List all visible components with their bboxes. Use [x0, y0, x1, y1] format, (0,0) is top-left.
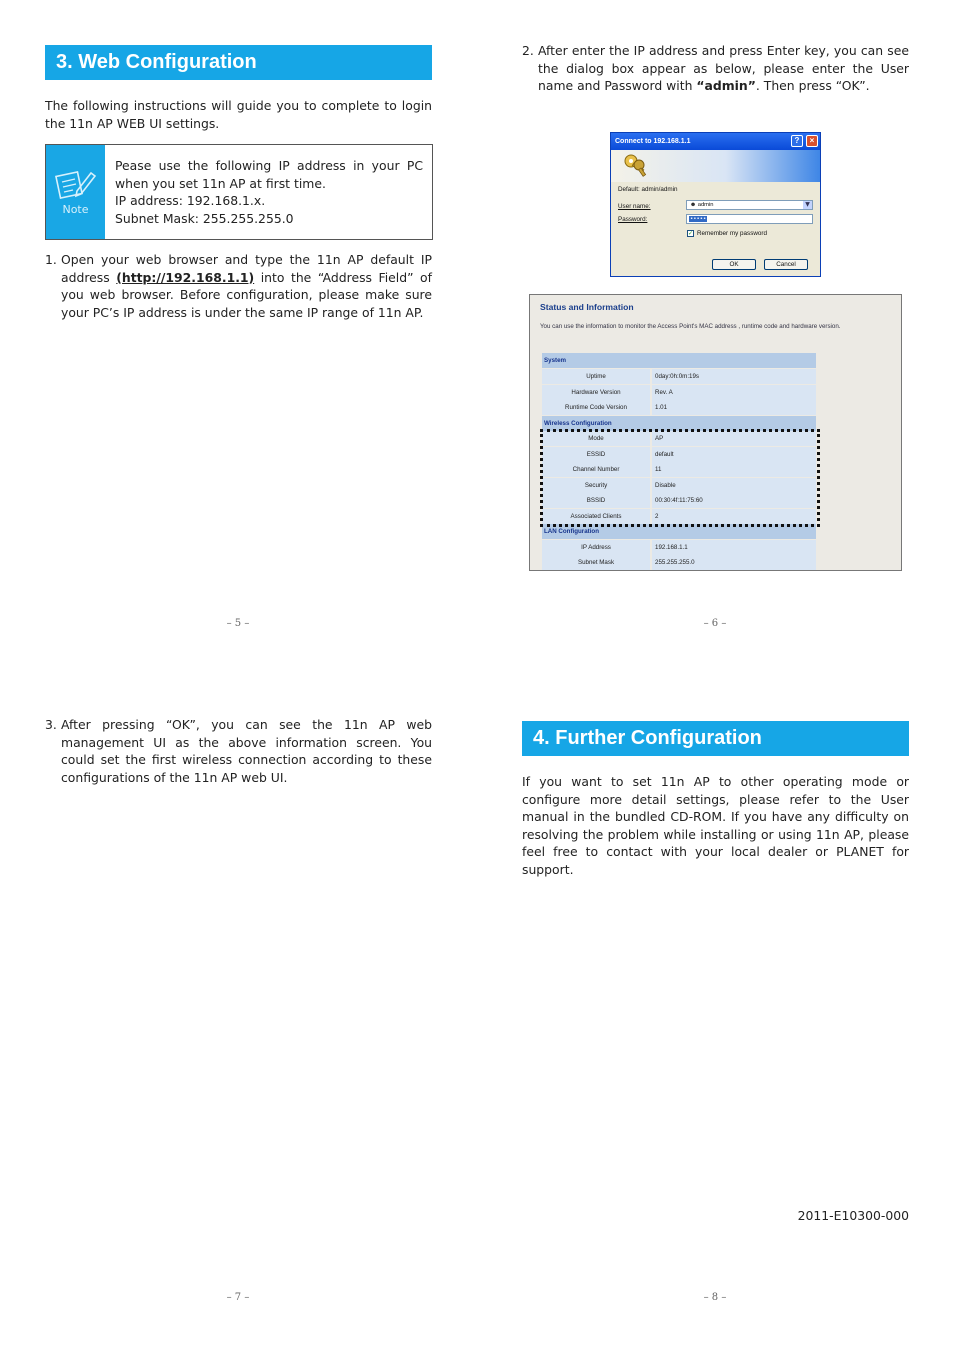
row-key: ESSID [542, 447, 650, 462]
document-code: 2011-E10300-000 [797, 1208, 909, 1223]
row-key: Mode [542, 431, 650, 446]
step-3-text: After pressing “OK”, you can see the 11n AP web management UI as the above information screen. You could set the first wireless connection according to these configurations of the 11n AP web UI. [61, 717, 432, 785]
note-sidebar [46, 145, 105, 239]
page-number-5: – 5 – [226, 618, 250, 629]
row-value: AP [652, 431, 816, 446]
wireless-highlight-frame [540, 429, 820, 527]
step-number: 3. [45, 717, 57, 732]
note-line-ip-address: IP address: 192.168.1.x. [115, 193, 266, 209]
page-number-6: – 6 – [703, 618, 727, 629]
default-credentials-text: Default: admin/admin [618, 186, 678, 193]
step-2-text-after: . Then press “OK”. [755, 78, 870, 94]
login-dialog [610, 132, 821, 277]
note-box [45, 144, 433, 240]
step-1-text-after: into the “Address Field” of you web browser. Before configuration, please make sure your PC’s IP address is under the same IP range of 11n AP. [61, 269, 433, 320]
dialog-titlebar [611, 133, 820, 150]
table-row [542, 540, 816, 555]
step-2-text-before: After enter the IP address and press Enter key, you can see the dialog box appear as below, please enter the User name and Password with [538, 43, 909, 94]
row-value: 2 [652, 509, 816, 524]
dialog-banner [611, 150, 820, 182]
password-field[interactable] [686, 214, 813, 224]
row-key: Hardware Version [542, 385, 650, 400]
step-number: 1. [45, 252, 57, 267]
row-value: 192.168.1.1 [652, 540, 816, 555]
row-key: Channel Number [542, 462, 650, 477]
status-panel [529, 294, 902, 571]
table-row [542, 369, 816, 384]
system-section-header: System [542, 353, 816, 368]
row-key: Associated Clients [542, 509, 650, 524]
note-line-ip-instruction: Pease use the following IP address in your PC when you set 11n AP at first time. [115, 158, 423, 191]
user-icon: ☻ [690, 202, 697, 208]
further-configuration-paragraph: If you want to set 11n AP to other operating mode or configure more detail settings, please refer to the User manual in the bundled CD-ROM. If you have any difficulty on resolving the problem while installing or using 11n AP, please feel free to contact with your local dealer or PLANET for support. [522, 774, 909, 877]
section-heading-web-configuration: 3. Web Configuration [45, 45, 432, 80]
row-value: 255.255.255.0 [652, 555, 816, 570]
table-row [542, 400, 816, 415]
row-key: Uptime [542, 369, 650, 384]
help-button[interactable]: ? [791, 135, 803, 147]
chevron-down-icon[interactable]: ▼ [803, 201, 812, 209]
row-value: Disable [652, 478, 816, 493]
note-text [115, 157, 423, 227]
note-line-subnet-mask: Subnet Mask: 255.255.255.0 [115, 210, 294, 226]
step-number: 2. [522, 43, 534, 58]
row-key: IP Address [542, 540, 650, 555]
remember-password-label: Remember my password [697, 230, 767, 237]
row-key: Runtime Code Version [542, 400, 650, 415]
step-1-text-before: Open your web browser and type the 11n AP default IP address [61, 252, 432, 285]
section-heading-further-configuration: 4. Further Configuration [522, 721, 909, 756]
close-button[interactable]: × [806, 135, 818, 147]
table-row [542, 385, 816, 400]
row-key: Subnet Mask [542, 555, 650, 570]
row-value: 1.01 [652, 400, 816, 415]
page-number-7: – 7 – [226, 1292, 250, 1303]
table-row [542, 555, 816, 570]
row-key: Security [542, 478, 650, 493]
note-label: Note [62, 203, 89, 216]
row-value: 11 [652, 462, 816, 477]
page-number-8: – 8 – [703, 1292, 727, 1303]
username-combobox[interactable] [686, 200, 813, 210]
status-title: Status and Information [540, 302, 634, 312]
step-1 [45, 251, 432, 321]
remember-checkbox[interactable]: ✓ [688, 230, 694, 237]
username-value: ☻ admin [690, 202, 714, 208]
step-3 [45, 716, 432, 786]
dialog-title: Connect to 192.168.1.1 [615, 138, 691, 145]
password-label: Password: [618, 216, 648, 223]
row-value: 00:30:4f:11:75:60 [652, 493, 816, 508]
row-value: 0day:0h:0m:19s [652, 369, 816, 384]
status-description: You can use the information to monitor the Access Point's MAC address , runtime code and hardware version. [540, 323, 841, 330]
note-pencil-icon [55, 167, 97, 201]
admin-credential: “admin” [696, 78, 756, 94]
default-ip-link[interactable]: (http://192.168.1.1) [116, 269, 255, 285]
cancel-button[interactable]: Cancel [764, 259, 808, 270]
keys-icon [623, 153, 651, 179]
lan-section-header: LAN Configuration [542, 524, 816, 539]
row-value: Rev. A [652, 385, 816, 400]
ok-button[interactable]: OK [712, 259, 756, 270]
intro-paragraph: The following instructions will guide you to complete to login the 11n AP WEB UI settings. [45, 98, 432, 131]
row-key: BSSID [542, 493, 650, 508]
password-value: ••••• [690, 216, 707, 222]
step-2 [522, 42, 909, 95]
wireless-section-header: Wireless Configuration [542, 416, 816, 431]
row-value: default [652, 447, 816, 462]
username-label: User name: [618, 203, 651, 210]
